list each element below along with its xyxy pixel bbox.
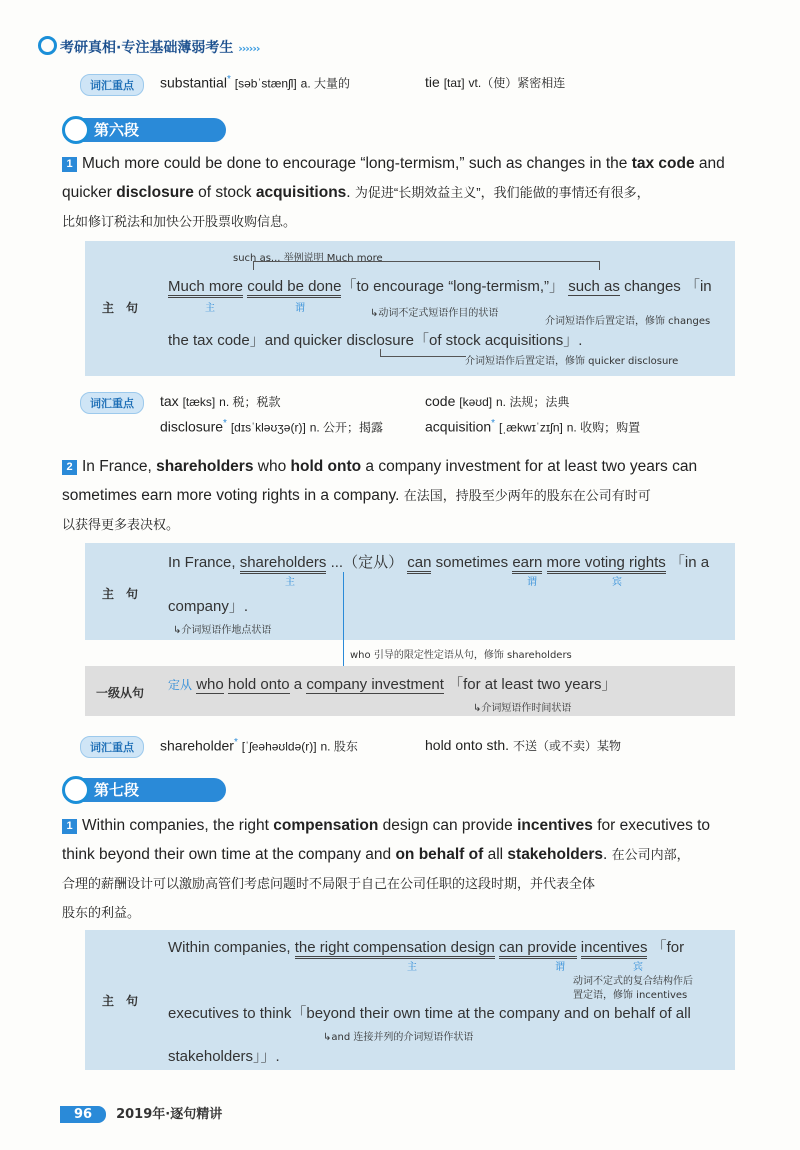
translation: 股东的利益。 [62,905,141,920]
annotation: 置定语，修饰 incentives [573,990,688,1001]
sentence-line [168,551,709,572]
paragraph-text: a company investment for at least two years can sometimes earn more voting rights in a company. [62,458,698,504]
paragraph-text: Much more could be done to encourage “long-termism,” such as changes in the [82,155,632,172]
paragraph-text: and quicker [62,155,725,201]
annotation: ↳and 连接并列的介词短语作状语 [323,1032,474,1043]
vocab-word: tax [160,393,179,409]
role-predicate: 谓 [527,577,537,588]
star-icon: * [226,74,231,85]
role-subject: 主 [285,577,295,588]
section-heading [62,776,232,802]
key-word: disclosure [116,184,194,201]
predicate: earn [512,554,542,574]
vocab-definition: n. 收购；购置 [566,420,641,435]
vocab-word: code [425,393,456,409]
role-predicate: 谓 [555,962,565,973]
role-predicate: 谓 [295,303,305,314]
vocab-definition: n. 法规；法典 [495,395,570,409]
annotation: who 引导的限定性定语从句，修饰 shareholders [350,650,572,661]
brand-separator: · [116,40,122,56]
sentence-line [168,275,712,296]
sentence-segment: 「in [684,278,712,295]
vocab-entry [160,418,383,436]
analysis-box [85,241,735,376]
sentence-line [168,329,582,350]
vocab-word: disclosure [160,418,224,435]
annotation: 介词短语作后置定语，修饰 quicker disclosure [465,356,679,367]
subject: who [196,676,224,693]
page-number: 96 [60,1106,106,1123]
paragraph [62,452,742,539]
vocab-word: hold onto sth. [425,737,510,753]
brand-header [38,36,259,57]
sentence-segment: a [289,676,307,693]
section-title: 第六段 [76,118,226,142]
subject: shareholders [240,554,327,574]
sentence-segment: 「of stock acquisitions」. [413,332,583,349]
key-word: hold onto [290,458,362,475]
key-word: acquisitions [255,184,347,201]
object: incentives [581,939,648,959]
vocab-tag-label: 词汇重点 [80,736,144,758]
annotation-text: 动词不定式短语作目的状语 [378,308,499,319]
sentence-segment: ...（定从） [326,554,404,571]
vocab-tag-label: 词汇重点 [80,392,144,414]
vocab-word: acquisition [425,418,492,435]
annotation: 动词不定式的复合结构作后 [573,976,693,987]
book-title: 2019年·逐句精讲 [116,1107,223,1122]
vocab-tag [80,392,144,414]
translation: 以获得更多表决权。 [62,517,180,532]
translation: 在法国，持股至少两年的股东在公司有时可 [403,488,651,503]
object: company investment [306,676,444,693]
sentence-segment: In France, [168,554,240,571]
role-object: 宾 [633,962,643,973]
vocab-phonetic: [taɪ] [443,76,465,90]
vocab-tag [80,736,144,758]
annotation: such as... 举例说明 Much more [233,253,383,264]
vocab-definition: n. 公开；揭露 [309,420,384,435]
sentence-number: 1 [62,157,77,172]
relative-tag: 定从 [168,678,193,692]
paragraph-text: . [603,846,612,863]
sentence-number: 2 [62,460,77,475]
annotation: ↳介词短语作地点状语 [173,625,272,636]
vocab-tag-label: 词汇重点 [80,74,144,96]
sentence-segment: 「in a [669,554,710,571]
main-clause-label: 主 句 [101,994,138,1008]
paragraph [62,149,742,236]
paragraph-text: . [346,184,355,201]
predicate: could be done [247,278,341,298]
vocab-entry [160,74,350,92]
vocab-definition: a. 大量的 [300,76,350,91]
vocab-phonetic: [tæks] [182,395,216,409]
sentence-line: executives to think「beyond their own time at the company and on behalf of all [168,1005,691,1022]
clause-box [85,666,735,716]
section-title: 第七段 [76,778,226,802]
brand-name: 考研真相 [60,40,116,56]
paragraph-text: who [253,458,291,475]
level1-clause-label: 一级从句 [95,686,144,700]
paragraph-text: Within companies, the right [82,817,274,834]
vocab-phonetic: [ˈʃeəhəʊldə(r)] [241,739,317,754]
vocab-phonetic: [kəʊd] [459,395,493,409]
translation: 比如修订税法和加快公开股票收购信息。 [62,214,297,229]
annotation: ↳介词短语作时间状语 [473,703,572,714]
sentence-segment: sometimes [431,554,513,571]
vocab-entry [425,74,565,91]
key-word: stakeholders [507,846,604,863]
vocab-entry [160,737,358,755]
vocab-word: tie [425,74,440,90]
vocab-entry [425,418,640,436]
sentence-number: 1 [62,819,77,834]
key-word: on behalf of [395,846,484,863]
page-footer [60,1103,222,1123]
annotation-text: and 连接并列的介词短语作状语 [331,1032,474,1043]
star-icon: * [491,418,496,429]
sentence-segment: disclosure [346,332,414,349]
star-icon: * [223,418,227,429]
paragraph-text: of stock [193,184,256,201]
paragraph-text: In France, [82,458,157,475]
sentence-line: stakeholders」」. [168,1048,280,1065]
vocab-definition: vt.（使）紧密相连 [468,76,566,90]
main-clause-label: 主 句 [101,587,138,601]
role-subject: 主 [205,303,215,314]
predicate: can provide [499,939,577,959]
analysis-box [85,930,735,1070]
chevrons-icon: ›››››› [238,42,260,55]
vocab-phonetic: [dɪsˈkləʊʒə(r)] [230,420,306,435]
role-object: 宾 [612,577,622,588]
subject: the right compensation design [295,939,495,959]
brand-tagline: 专注基础薄弱考生 [121,40,234,56]
sentence-segment: 「to encourage “long-termism,”」 [341,278,565,295]
translation: 在公司内部， [611,847,690,862]
annotation-text: 介词短语作时间状语 [481,703,572,714]
vocab-entry [425,393,569,410]
role-subject: 主 [407,962,417,973]
such-as: such as [568,278,620,295]
sentence-line [168,936,684,957]
sentence-line [168,673,616,694]
paragraph-text: for executives to think beyond their own time at the company and [62,817,711,863]
annotation: ↳动词不定式短语作目的状语 [370,308,499,319]
vocab-phonetic: [səbˈstænʃl] [234,76,297,91]
magnifier-icon [62,776,90,804]
paragraph-text: all [483,846,508,863]
sentence-segment: changes [624,278,681,295]
sentence-segment: 「for [651,939,685,956]
predicate: hold onto [227,676,290,693]
sentence-segment: 「for at least two years」 [448,676,617,693]
section-heading [62,116,232,142]
vocab-definition: n. 税；税款 [219,395,281,409]
annotation: 介词短语作后置定语，修饰 changes [545,316,711,327]
bracket-line [253,261,600,270]
main-clause-label: 主 句 [101,301,138,315]
vocab-definition: n. 股东 [320,739,358,754]
predicate: can [407,554,431,574]
analysis-box [85,543,735,640]
vocab-entry [425,737,621,754]
sentence-line: company」. [168,598,249,615]
key-word: incentives [517,817,593,834]
vocab-word: shareholder [160,737,234,754]
bracket-line [380,349,466,357]
annotation-text: 介词短语作地点状语 [181,625,272,636]
subject: Much more [168,278,243,298]
connector-line [343,572,344,667]
vocab-definition: 不送（或不卖）某物 [512,739,621,753]
vocab-phonetic: [ˌækwɪˈzɪʃn] [498,420,563,435]
object: more voting rights [547,554,666,574]
key-word: shareholders [156,458,254,475]
vocab-tag [80,74,144,96]
translation: 为促进“长期效益主义”，我们能做的事情还有很多， [354,185,650,200]
vocab-word: substantial [160,74,227,91]
sentence-segment: the tax code」and quicker [168,332,347,349]
paragraph [62,811,742,927]
key-word: tax code [631,155,695,172]
translation: 合理的薪酬设计可以激励高管们考虑问题时不局限于自己在公司任职的这段时期，并代表全体 [62,876,596,891]
key-word: compensation [273,817,379,834]
magnifier-icon [62,116,90,144]
sentence-segment: Within companies, [168,939,295,956]
star-icon: * [233,737,238,748]
vocab-entry [160,393,280,410]
paragraph-text: design can provide [378,817,518,834]
search-icon [38,36,57,55]
